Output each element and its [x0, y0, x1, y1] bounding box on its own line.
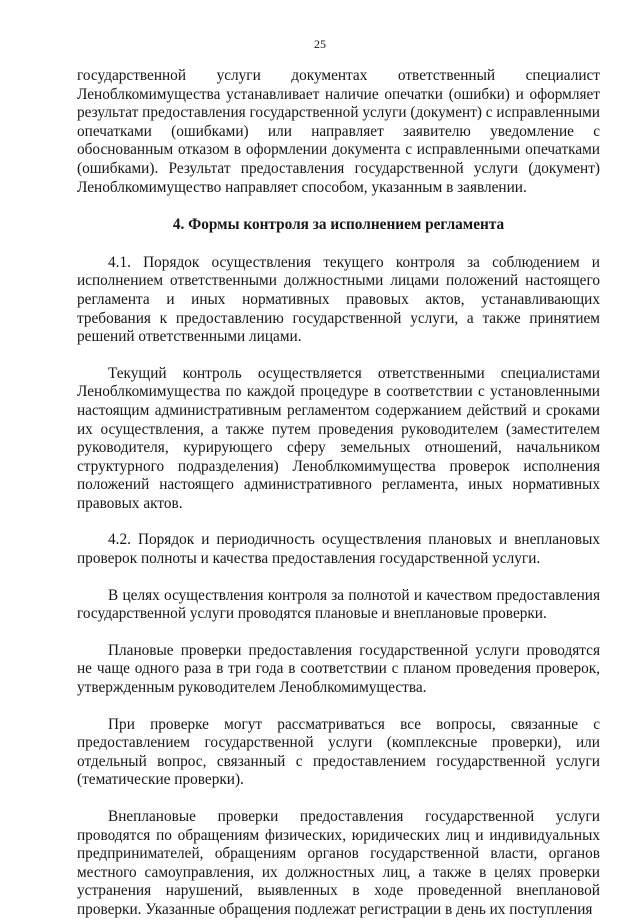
page-number: 25 [314, 37, 326, 51]
document-body [77, 67, 600, 920]
paragraph-4-2: 4.2. Порядок и периодичность осуществления плановых и внеплановых проверок полноты и качества предоставления государственной услуги. [77, 531, 600, 568]
paragraph-planned-checks: Плановые проверки предоставления государственной услуги проводятся не чаще одного раза в три года в соответствии с планом проведения проверок, утвержденным руководителем Леноблкомимущества. [77, 641, 600, 697]
paragraph-check-scope: При проверке могут рассматриваться все вопросы, связанные с предоставлением государственной услуги (комплексные проверки), или отдельный вопрос, связанный с предоставлением государственной услуги (тематические проверки). [77, 715, 600, 789]
paragraph-current-control: Текущий контроль осуществляется ответственными специалистами Леноблкомимущества по каждой процедуре в соответствии с установленными настоящим административным регламентом содержанием действий и сроками их осуществления, а также путем проведения руководителем (заместителем руководителя, курирующего сферу земельных отношений, начальником структурного подразделения) Леноблкомимущества проверок исполнения положений настоящего административного регламента, иных нормативных правовых актов. [77, 364, 600, 512]
continuation-paragraph: государственной услуги документах ответственный специалист Леноблкомимущества устанавливает наличие опечатки (ошибки) и оформляет результат предоставления государственной услуги (документ) с исправленными опечатками (ошибками) или направляет заявителю уведомление с обоснованным отказом в оформлении документа с исправленными опечатками (ошибками). Результат предоставления государственной услуги (документ) Леноблкомимущество направляет способом, указанным в заявлении. [77, 67, 600, 196]
section-heading: 4. Формы контроля за исполнением регламента [172, 216, 505, 234]
paragraph-unplanned-checks: Внеплановые проверки предоставления государственной услуги проводятся по обращениям физических, юридических лиц и индивидуальных предпринимателей, обращениям органов государственной власти, органов местного самоуправления, их должностных лиц, а также в целях проверки устранения нарушений, выявленных в ходе проведенной внеплановой проверки. Указанные обращения подлежат регистрации в день их поступления [77, 808, 600, 918]
paragraph-control-purpose: В целях осуществления контроля за полнотой и качеством предоставления государственной услуги проводятся плановые и внеплановые проверки. [77, 586, 600, 623]
paragraph-4-1: 4.1. Порядок осуществления текущего контроля за соблюдением и исполнением ответственными должностными лицами положений настоящего регламента и иных нормативных правовых актов, устанавливающих требования к предоставлению государственной услуги, а также принятием решений ответственными лицами. [77, 253, 600, 346]
